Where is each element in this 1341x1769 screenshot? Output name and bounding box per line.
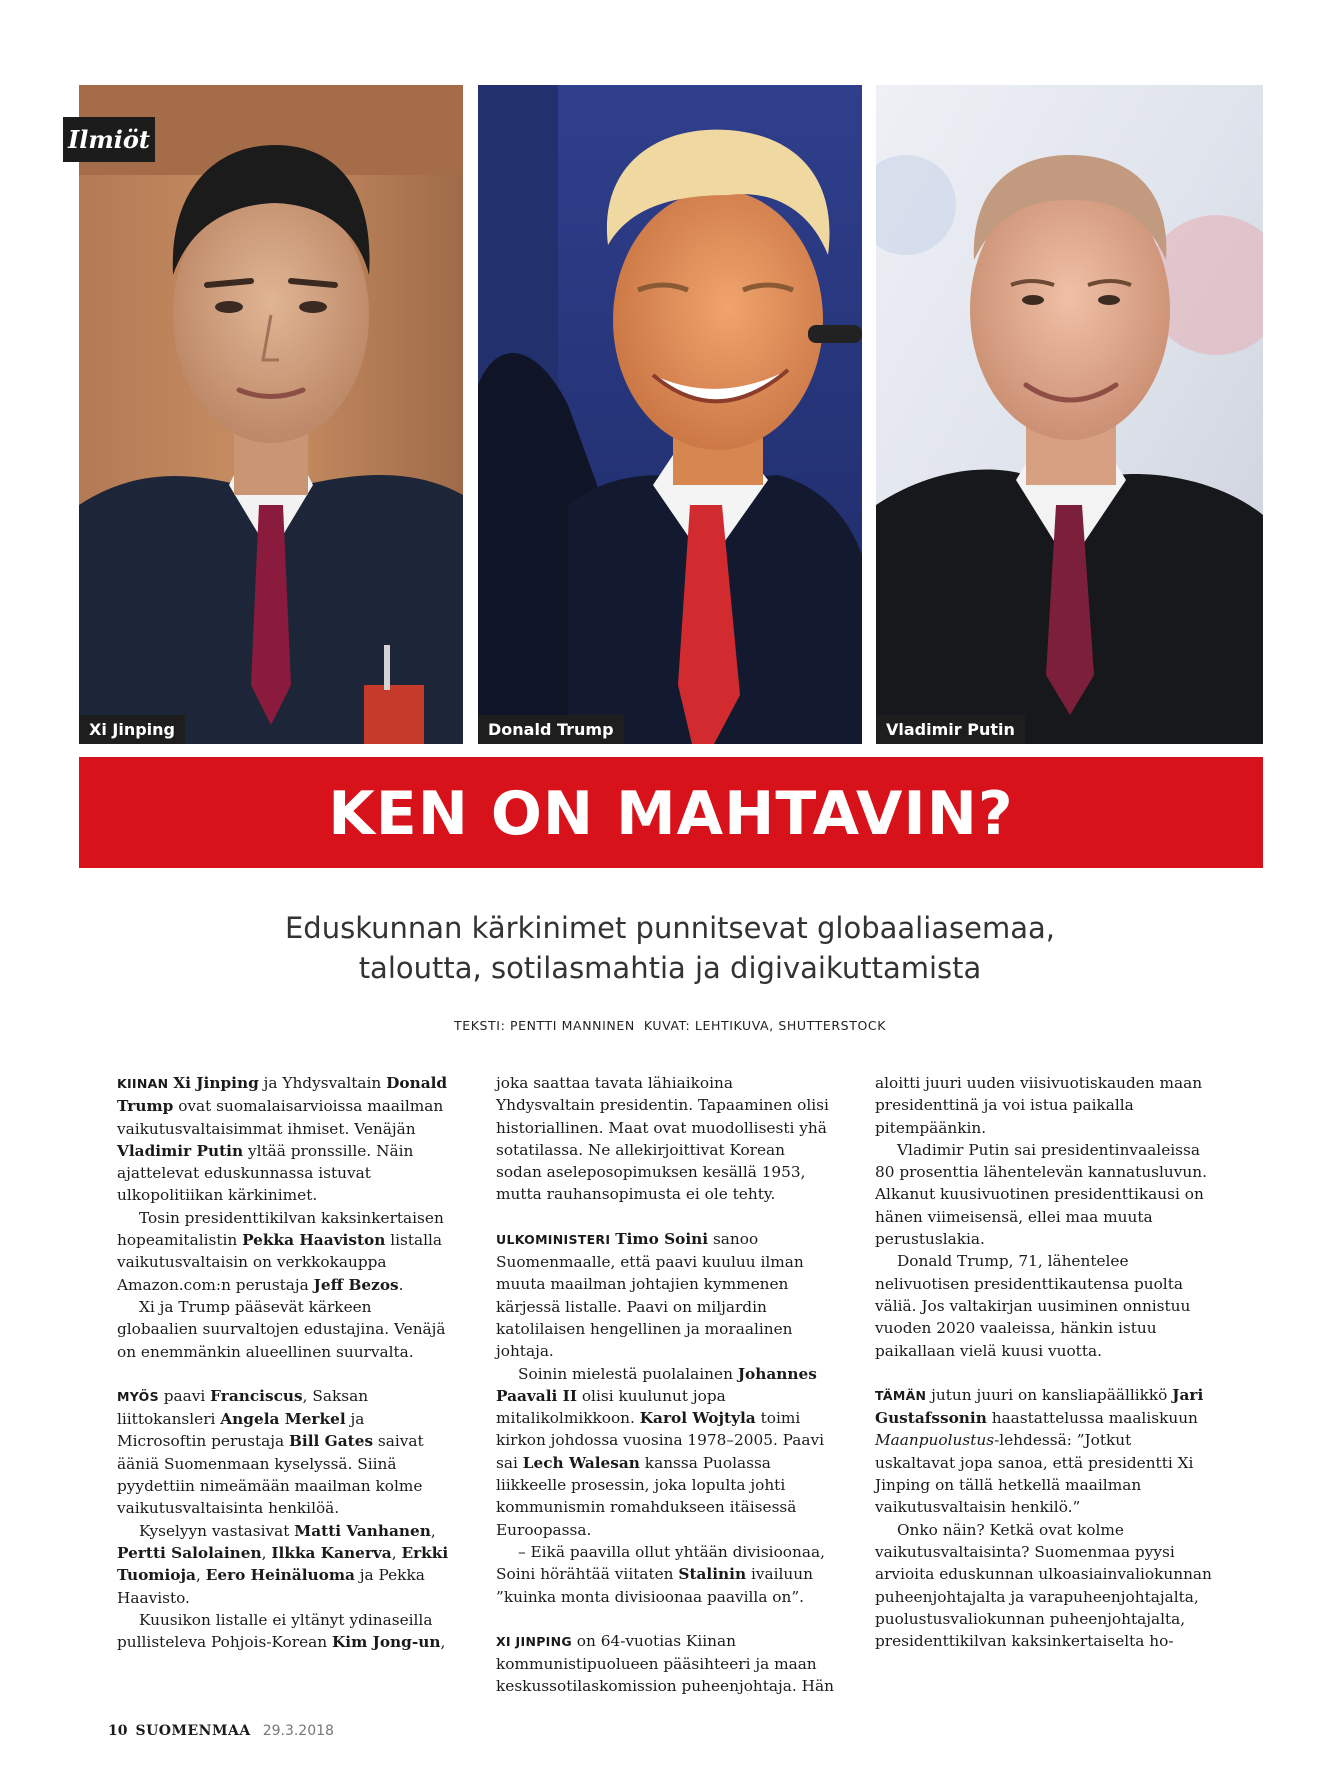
paragraph: joka saattaa tavata lähiaikoina Yhdysvaltain presidentin. Tapaaminen olisi historiallinen. Maat ovat muodollisesti yhä sotatilassa. Ne allekirjoittivat Korean sodan aseleposopimuksen kesällä 1953, mutta rauhansopimusta ei ole tehty.	[496, 1074, 829, 1204]
name-bold: Lech Walesan	[522, 1453, 640, 1472]
name-bold: Donald Trump	[117, 1074, 448, 1116]
text: – Eikä paavilla ollut yhtään divisioonaa, Soini hörähtää viitaten	[496, 1542, 825, 1584]
text: haastattelussa maaliskuun	[986, 1409, 1198, 1428]
page-number: 10	[108, 1723, 128, 1739]
name-bold: Jeff Bezos	[313, 1275, 399, 1294]
paragraph: Vladimir Putin sai presidentinvaaleissa 80 prosenttia lähentelevän kannatusluvun. Alkanut kuusivuotinen presidenttikausi on hänen viimeisensä, ellei maa muuta perustuslakia.	[875, 1140, 1207, 1249]
text: paavi	[158, 1386, 211, 1405]
text: kanssa Puolassa liikkeelle prosessin, joka lopulta johti kommunismin romahdukseen itäisessä Euroopassa.	[496, 1453, 797, 1539]
text: toimi kirkon johdossa vuosina 1978–2005. Paavi sai	[496, 1409, 825, 1472]
name-bold: Franciscus	[210, 1386, 303, 1405]
text: jutun juuri on kansliapäällikkö	[926, 1385, 1173, 1404]
lead-in: MYÖS	[117, 1388, 159, 1404]
paragraph	[117, 1385, 455, 1520]
photo-xi-jinping	[79, 85, 463, 744]
paragraph	[496, 1363, 834, 1541]
name-bold: Eero Heinäluoma	[205, 1566, 355, 1585]
name-bold: Xi Jinping	[173, 1074, 259, 1092]
publication-title: Maanpuolustus	[875, 1431, 995, 1450]
name-bold: Jari Gustafssonin	[875, 1385, 1204, 1428]
paragraph	[875, 1384, 1213, 1519]
text: ,	[430, 1521, 436, 1540]
text: ivailuun ”kuinka monta divisioonaa paavilla on”.	[496, 1565, 813, 1606]
text: ,	[261, 1543, 272, 1562]
text: olisi kuulunut jopa mitalikolmikkoon.	[496, 1386, 726, 1428]
text: Kyselyyn vastasivat	[139, 1521, 295, 1540]
photo-vladimir-putin	[876, 85, 1263, 744]
name-bold: Erkki Tuomioja	[117, 1543, 449, 1585]
name-bold: Angela Merkel	[220, 1410, 346, 1429]
name-bold: Pertti Salolainen	[117, 1543, 262, 1562]
paragraph: Xi ja Trump pääsevät kärkeen globaalien suurvaltojen edustajina. Venäjä on enemmänkin alueellinen suurvalta.	[117, 1297, 446, 1361]
photo-caption-donald-trump: Donald Trump	[478, 715, 624, 744]
paragraph	[117, 1072, 455, 1207]
text: ,	[440, 1633, 446, 1652]
section-tag: Ilmiöt	[63, 117, 155, 162]
name-bold: Karol Wojtyla	[639, 1409, 756, 1428]
text: , Saksan liittokansleri	[117, 1386, 369, 1429]
name-bold: Pekka Haaviston	[242, 1231, 386, 1250]
text: -lehdessä: ”Jotkut uskaltavat jopa sanoa, että presidentti Xi Jinping on tällä hetkellä maailman vaikutusvaltaisin henkilö.”	[875, 1431, 1194, 1517]
name-bold: Bill Gates	[288, 1432, 374, 1451]
issue-date: 29.3.2018	[262, 1723, 334, 1739]
text: Tosin presidenttikilvan kaksinkertaisen hopeamitalistin	[117, 1208, 444, 1250]
paragraph: Donald Trump, 71, lähentelee nelivuotisen presidenttikautensa puolta väliä. Jos valtakirjan uusiminen onnistuu vuoden 2020 vaaleissa, hänkin istuu paikallaan vielä kuusi vuotta.	[875, 1252, 1191, 1360]
lead-in: ULKOMINISTERI	[496, 1231, 611, 1247]
lead-in: TÄMÄN	[875, 1387, 927, 1403]
paragraph	[117, 1520, 455, 1609]
text: yltää pronssille. Näin ajattelevat eduskunnassa istuvat ulkopolitiikan kärkinimet.	[117, 1141, 414, 1205]
text: listalla vaikutusvaltaisin on verkkokauppa Amazon.com:n perustaja	[117, 1231, 443, 1294]
name-bold: Kim Jong-un	[331, 1633, 441, 1652]
paragraph	[496, 1228, 834, 1363]
deck-subtitle	[200, 908, 1140, 988]
magazine-name: SUOMENMAA	[135, 1723, 251, 1739]
portrait-vladimir-putin-image	[876, 85, 1263, 744]
deck-line-2: taloutta, sotilasmahtia ja digivaikuttamista	[358, 951, 982, 985]
text: ja Pekka Haavisto.	[117, 1566, 425, 1607]
text: ja Microsoftin perustaja	[117, 1410, 365, 1451]
text: ,	[195, 1566, 206, 1585]
text: sanoo Suomenmaalle, että paavi kuuluu ilman muuta maailman johtajien kymmenen kärjessä listalle. Paavi on miljardin katolilaisen hengellinen ja moraalinen johtaja.	[496, 1229, 804, 1361]
name-bold: Ilkka Kanerva	[271, 1543, 392, 1562]
photo-caption-vladimir-putin: Vladimir Putin	[876, 715, 1025, 744]
article-column-1	[117, 1072, 455, 1653]
portrait-xi-jinping-image	[79, 85, 463, 744]
name-bold: Timo Soini	[615, 1229, 709, 1248]
paragraph	[117, 1609, 455, 1654]
text: ovat suomalaisarvioissa maailman vaikutusvaltaisimmat ihmiset. Venäjän	[117, 1097, 444, 1138]
photo-caption-xi-jinping: Xi Jinping	[79, 715, 185, 744]
portrait-donald-trump-image	[478, 85, 862, 744]
text: on 64-vuotias Kiinan kommunistipuolueen pääsihteeri ja maan keskussotilaskomission puheenjohtaja. Hän	[496, 1631, 834, 1696]
text: Soinin mielestä puolalainen	[518, 1364, 738, 1383]
paragraph	[117, 1207, 455, 1296]
text: saivat ääniä Suomenmaan kyselyssä. Siinä pyydettiin nimeämään maailman kolme vaikutusvaltaisinta henkilöä.	[117, 1432, 424, 1518]
text: .	[398, 1275, 404, 1294]
article-column-2	[496, 1072, 834, 1698]
paragraph: Onko näin? Ketkä ovat kolme vaikutusvaltaisinta? Suomenmaa pyysi arvioita eduskunnan ulkoasiainvaliokunnan puheenjohtajalta ja varapuheenjohtajalta, puolustusvaliokunnan puheenjohtajalta, presidenttikilvan kaksinkertaiselta ho-	[875, 1520, 1212, 1651]
lead-in: XI JINPING	[496, 1633, 572, 1649]
name-bold: Stalinin	[678, 1565, 747, 1584]
paragraph	[496, 1630, 834, 1698]
headline-band	[79, 757, 1263, 868]
name-bold: Johannes Paavali II	[496, 1364, 817, 1405]
page-footer	[108, 1723, 334, 1739]
paragraph: aloitti juuri uuden viisivuotiskauden maan presidenttinä ja voi istua paikalla pitempäänkin.	[875, 1074, 1203, 1137]
text: ,	[391, 1543, 402, 1562]
text: Kuusikon listalle ei yltänyt ydinaseilla pullisteleva Pohjois-Korean	[117, 1610, 433, 1652]
paragraph	[496, 1541, 834, 1608]
name-bold: Vladimir Putin	[117, 1141, 244, 1160]
name-bold: Matti Vanhanen	[294, 1521, 431, 1540]
deck-line-1: Eduskunnan kärkinimet punnitsevat globaaliasemaa,	[284, 911, 1056, 945]
headline: KEN ON MAHTAVIN?	[328, 779, 1014, 849]
byline-credits: TEKSTI: PENTTI MANNINEN KUVAT: LEHTIKUVA, SHUTTERSTOCK	[453, 1018, 887, 1033]
text: ja Yhdysvaltain	[258, 1074, 387, 1092]
photo-donald-trump	[478, 85, 862, 744]
article-column-3	[875, 1072, 1213, 1652]
lead-in: KIINAN	[117, 1076, 169, 1091]
